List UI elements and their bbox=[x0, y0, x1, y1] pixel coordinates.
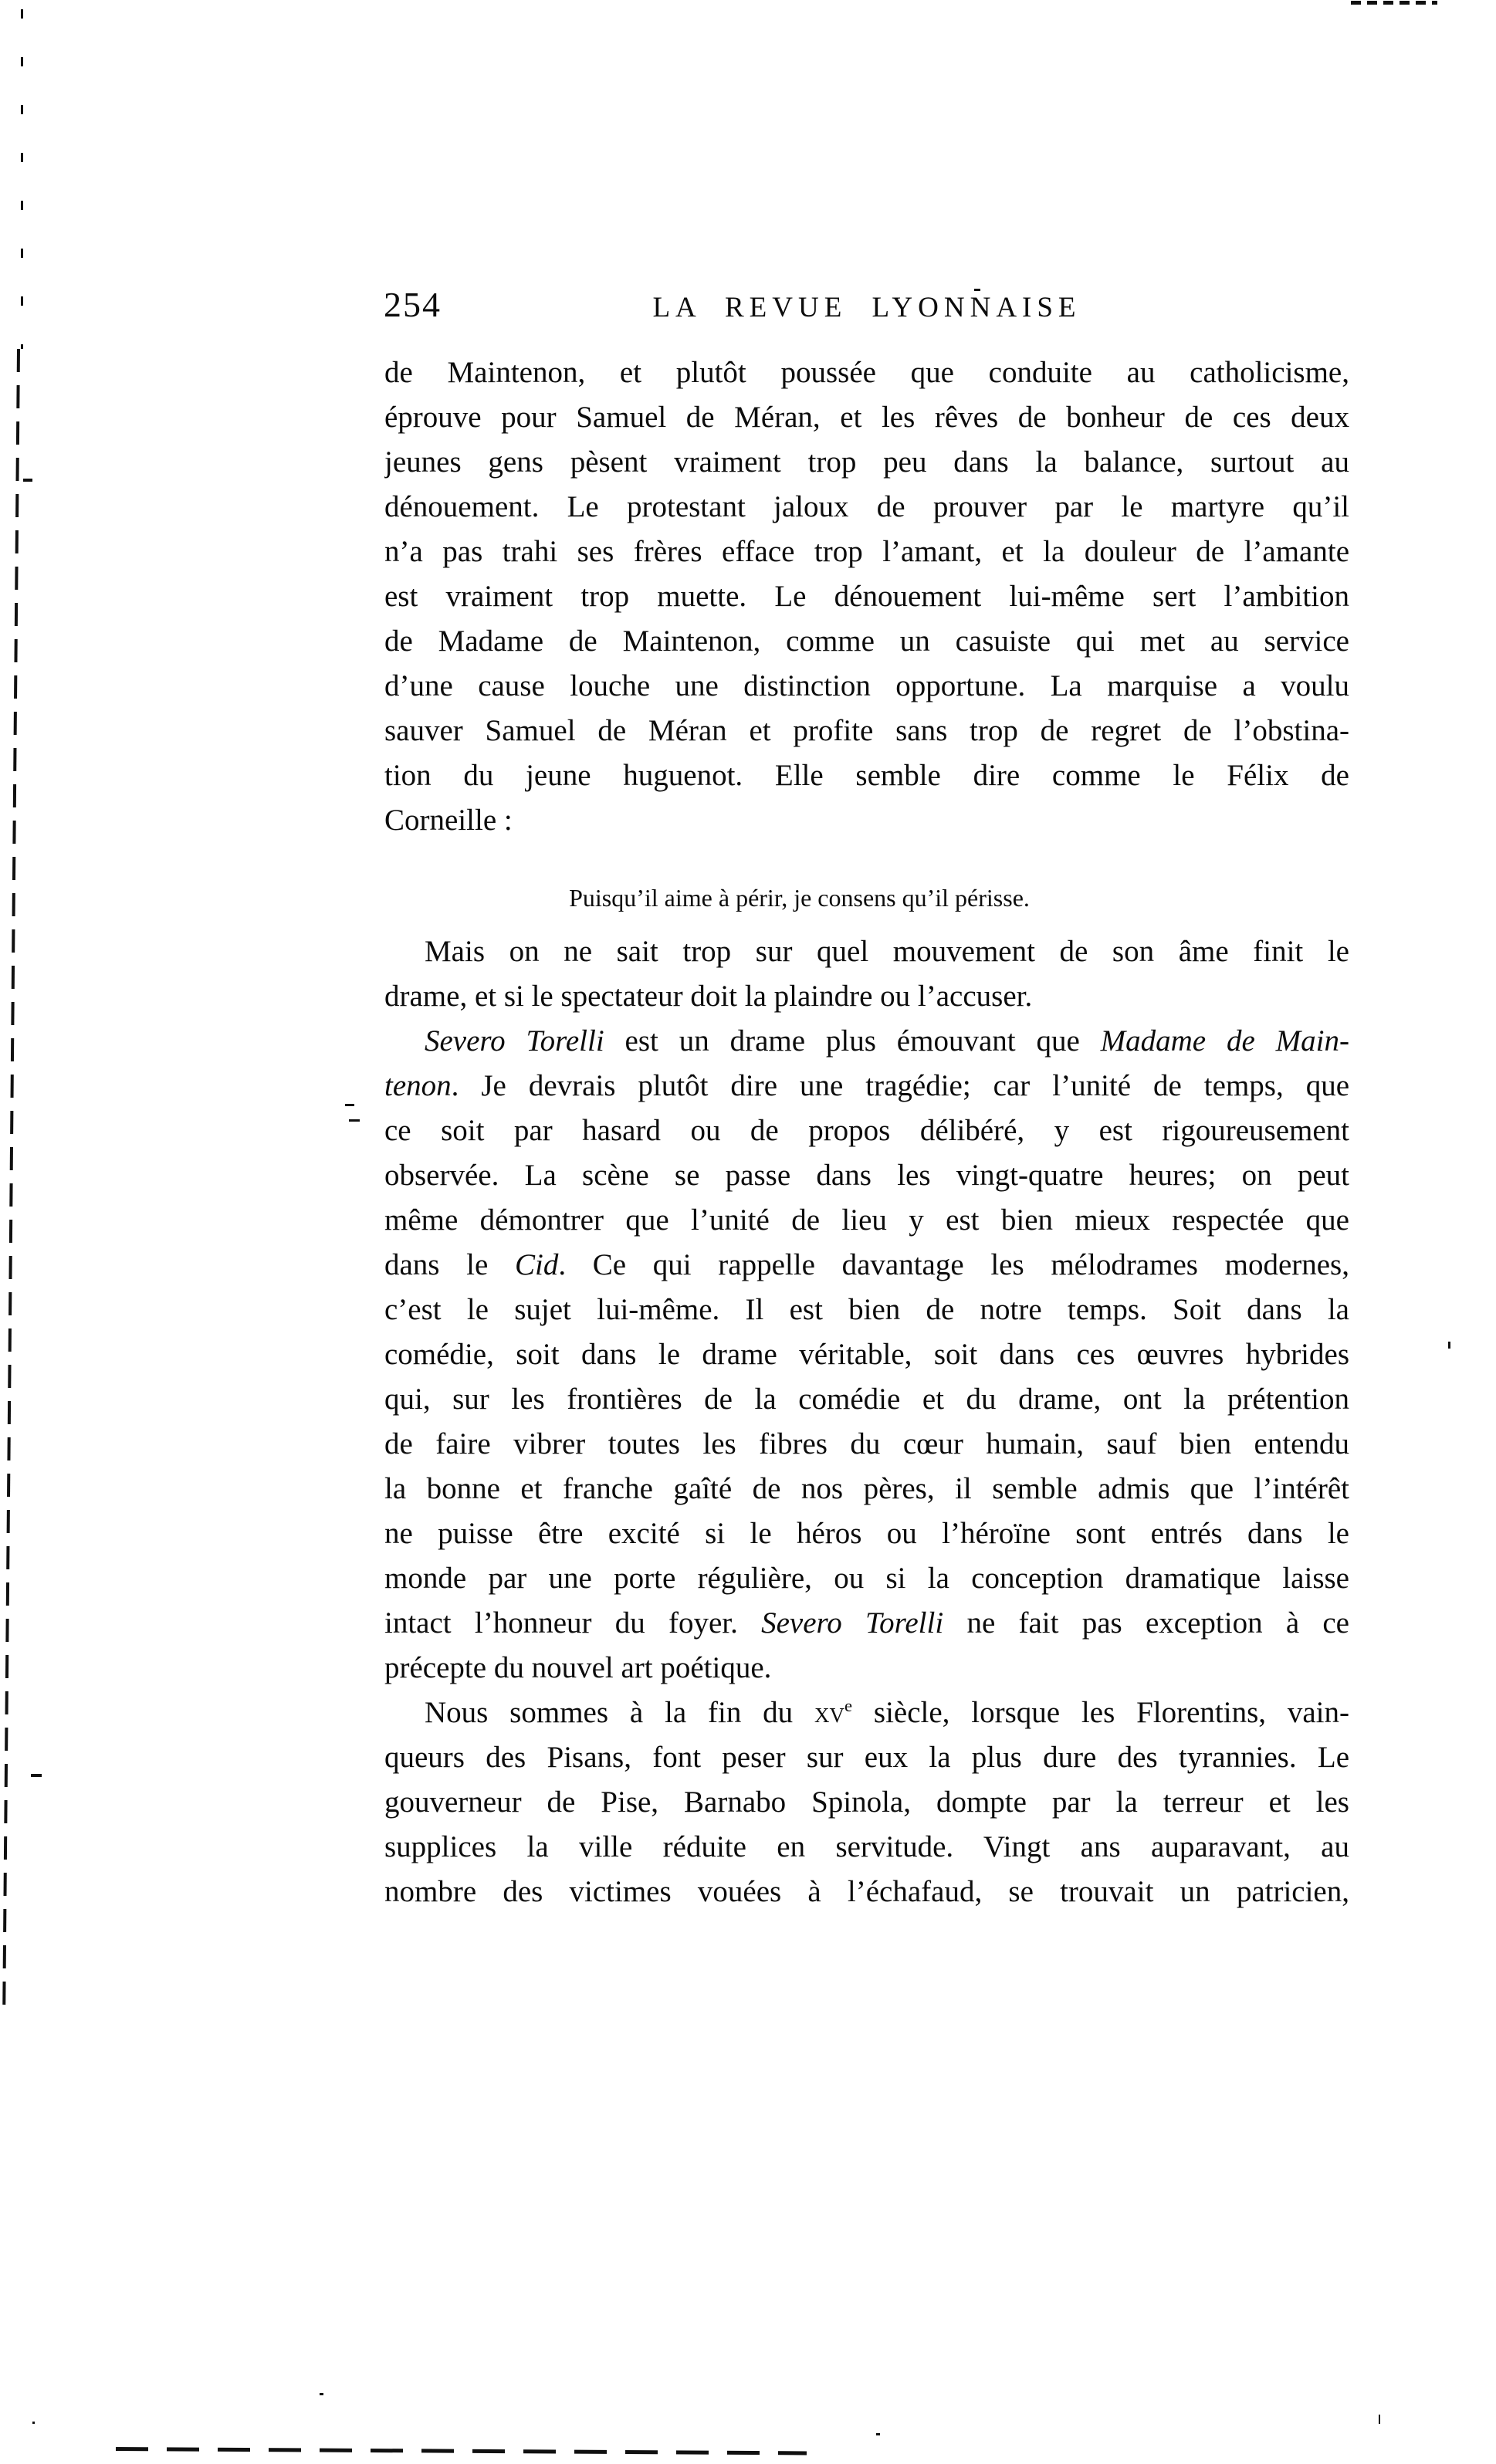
text-line: éprouve pour Samuel de Méran, et les rêves de bonheur de ces deux bbox=[384, 401, 1349, 434]
text-line: c’est le sujet lui-même. Il est bien de notre temps. Soit dans la bbox=[384, 1293, 1349, 1326]
scan-artifact-speck bbox=[320, 2393, 323, 2395]
text-line: dénouement. Le protestant jaloux de prouver par le martyre qu’il bbox=[384, 490, 1349, 523]
scan-artifact-left-dots bbox=[21, 9, 23, 349]
scan-artifact-top-dashes bbox=[1351, 1, 1437, 5]
text-line: même démontrer que l’unité de lieu y est bien mieux respectée que bbox=[384, 1203, 1349, 1237]
text-line: Corneille : bbox=[384, 804, 513, 837]
text-line: ce soit par hasard ou de propos délibéré, y est rigoureusement bbox=[384, 1114, 1349, 1147]
text-line: jeunes gens pèsent vraiment trop peu dans la balance, surtout au bbox=[384, 445, 1349, 479]
scan-artifact-speck bbox=[1379, 2415, 1380, 2424]
scan-artifact-speck bbox=[32, 2422, 35, 2424]
paragraph bbox=[384, 350, 1349, 843]
text-line: comédie, soit dans le drame véritable, soit dans ces œuvres hybrides bbox=[384, 1338, 1349, 1371]
text-line: observée. La scène se passe dans les vingt-quatre heures; on peut bbox=[384, 1159, 1349, 1192]
text-line: sauver Samuel de Méran et profite sans trop de regret de l’obstina- bbox=[384, 714, 1349, 747]
text-line: Severo Torelli est un drame plus émouvant que Madame de Main- bbox=[425, 1024, 1349, 1058]
text-line: de Madame de Maintenon, comme un casuiste qui met au service bbox=[384, 624, 1349, 658]
text-line: nombre des victimes vouées à l’échafaud, se trouvait un patricien, bbox=[384, 1875, 1349, 1908]
text-line: n’a pas trahi ses frères efface trop l’amant, et la douleur de l’amante bbox=[384, 535, 1349, 568]
text-line: ne puisse être excité si le héros ou l’héroïne sont entrés dans le bbox=[384, 1517, 1349, 1550]
text-line: supplices la ville réduite en servitude. Vingt ans auparavant, au bbox=[384, 1830, 1349, 1863]
page-number: 254 bbox=[384, 285, 442, 324]
text-line: Nous sommes à la fin du $xv^e$ siècle, lorsque les Florentins, vain- bbox=[425, 1696, 1349, 1729]
text-line: monde par une porte régulière, ou si la conception dramatique laisse bbox=[384, 1562, 1349, 1595]
body-text bbox=[384, 350, 1349, 1914]
text-line: est vraiment trop muette. Le dénouement lui-même sert l’ambition bbox=[384, 580, 1349, 613]
paragraph bbox=[384, 1691, 1349, 1914]
scan-artifact-tick bbox=[23, 479, 32, 482]
text-line: Mais on ne sait trop sur quel mouvement de son âme finit le bbox=[425, 935, 1349, 968]
text-line: queurs des Pisans, font peser sur eux la plus dure des tyrannies. Le bbox=[384, 1741, 1349, 1774]
verse-quote: Puisqu’il aime à périr, je consens qu’il périsse. bbox=[569, 884, 1030, 912]
scan-artifact-speck bbox=[974, 289, 980, 291]
text-line: d’une cause louche une distinction opportune. La marquise a voulu bbox=[384, 669, 1349, 702]
scan-artifact-speck bbox=[876, 2433, 880, 2435]
text-line: tenon. Je devrais plutôt dire une tragédie; car l’unité de temps, que bbox=[384, 1069, 1349, 1102]
running-title: LA REVUE LYONNAISE bbox=[652, 292, 1081, 323]
scan-artifact-speck bbox=[1448, 1342, 1450, 1349]
paragraph bbox=[384, 929, 1349, 1019]
scan-artifact-bottom-dashes bbox=[116, 2447, 807, 2455]
paragraph bbox=[384, 1019, 1349, 1691]
scan-artifact-dash bbox=[31, 1774, 42, 1777]
scan-artifact-left-line bbox=[2, 349, 20, 2005]
text-line: la bonne et franche gaîté de nos pères, il semble admis que l’intérêt bbox=[384, 1472, 1349, 1505]
scan-artifact-dash bbox=[349, 1119, 360, 1122]
text-line: gouverneur de Pise, Barnabo Spinola, dompte par la terreur et les bbox=[384, 1785, 1349, 1819]
text-line: de faire vibrer toutes les fibres du cœur humain, sauf bien entendu bbox=[384, 1427, 1349, 1460]
text-line: précepte du nouvel art poétique. bbox=[384, 1651, 772, 1684]
text-line: intact l’honneur du foyer. Severo Torelli ne fait pas exception à ce bbox=[384, 1606, 1349, 1640]
scan-artifact-dash bbox=[345, 1104, 354, 1106]
text-line: tion du jeune huguenot. Elle semble dire comme le Félix de bbox=[384, 759, 1349, 792]
text-line: de Maintenon, et plutôt poussée que conduite au catholicisme, bbox=[384, 356, 1349, 389]
text-line: dans le Cid. Ce qui rappelle davantage les mélodrames modernes, bbox=[384, 1248, 1349, 1281]
text-line: qui, sur les frontières de la comédie et du drame, ont la prétention bbox=[384, 1383, 1349, 1416]
text-line: drame, et si le spectateur doit la plaindre ou l’accuser. bbox=[384, 980, 1033, 1013]
